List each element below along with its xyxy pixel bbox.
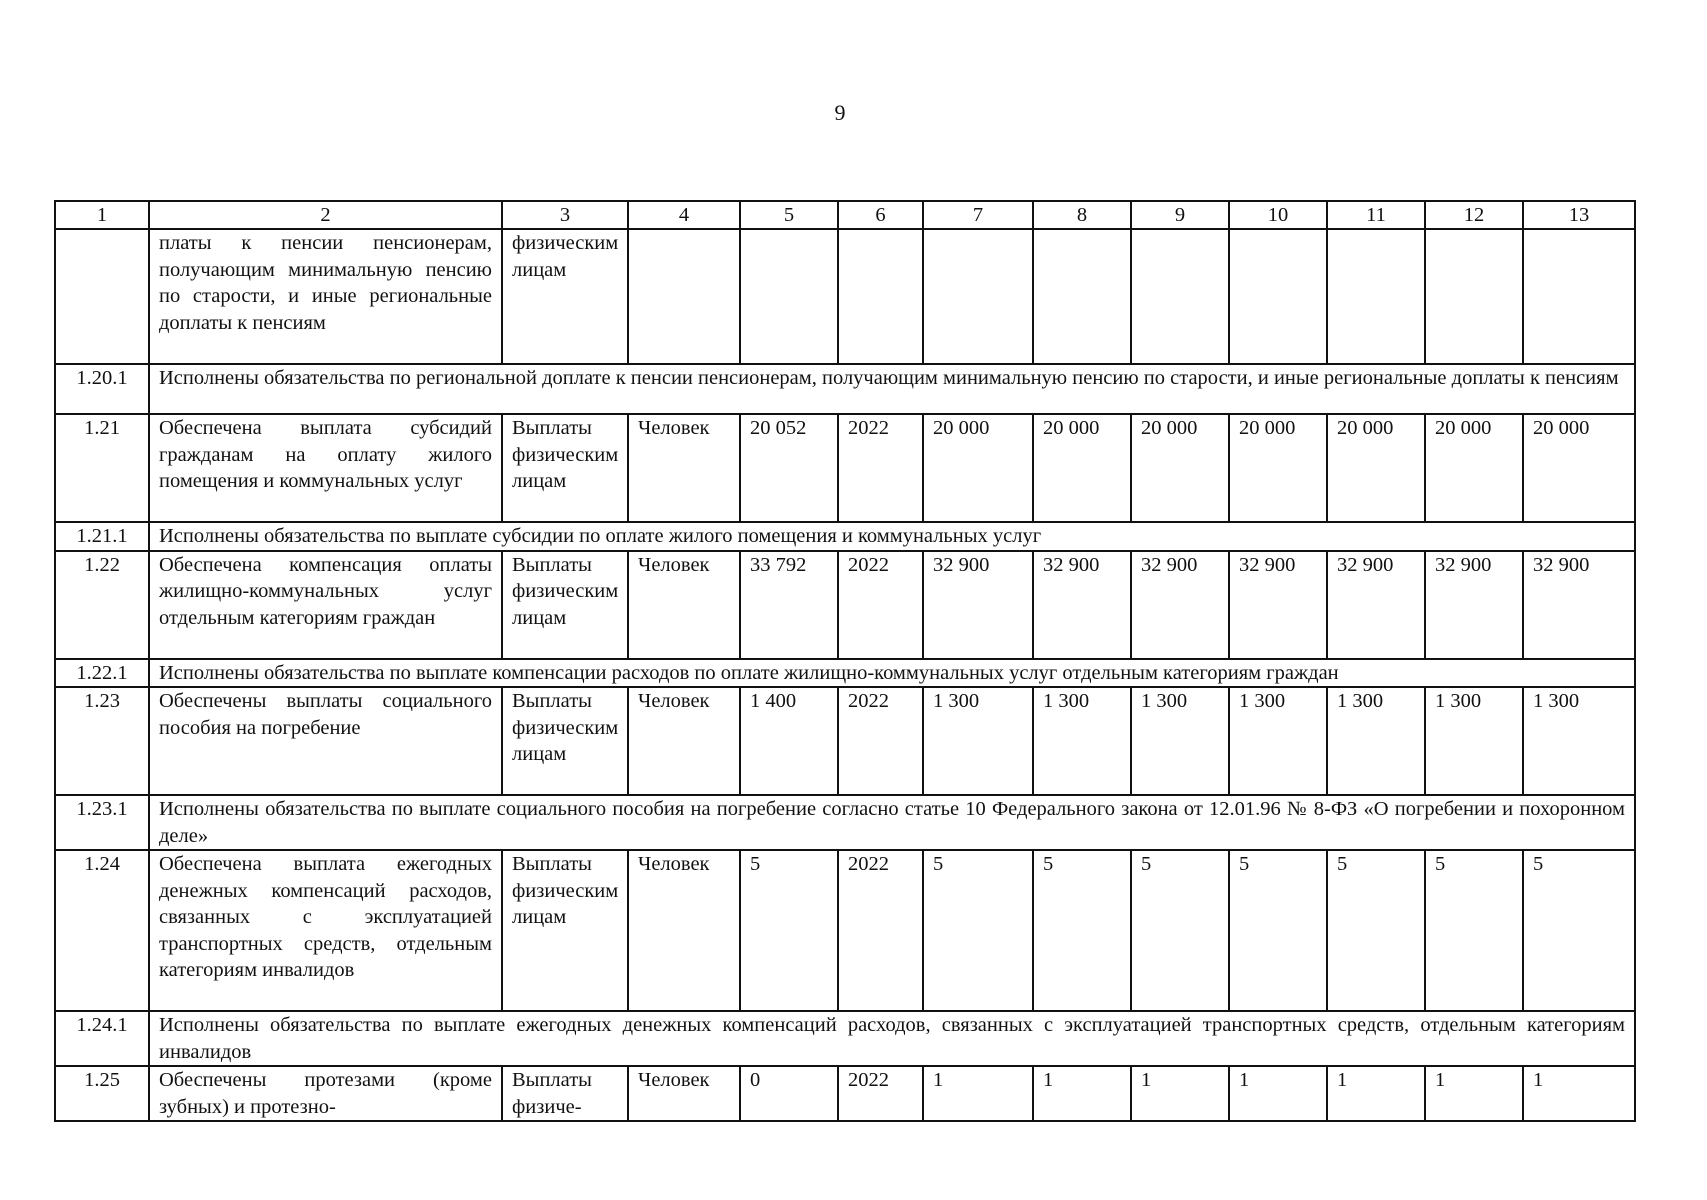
row-number: 1.21.1	[55, 522, 149, 551]
unit-cell	[628, 229, 740, 364]
target-value: 5	[1033, 850, 1131, 1011]
indicator-kind: Выплаты физическим лицам	[502, 414, 628, 522]
base-year: 2022	[838, 850, 923, 1011]
base-year: 2022	[838, 1066, 923, 1121]
row-number: 1.24.1	[55, 1011, 149, 1066]
page-number: 9	[834, 100, 846, 125]
target-value: 1 300	[1327, 687, 1425, 795]
table-row	[55, 850, 1635, 1011]
target-value: 1	[923, 1066, 1033, 1121]
header-cell: 9	[1131, 201, 1229, 229]
header-cell: 7	[923, 201, 1033, 229]
target-value: 5	[1131, 850, 1229, 1011]
base-year: 2022	[838, 551, 923, 659]
target-value: 32 900	[1523, 551, 1635, 659]
table-row-note	[55, 659, 1635, 688]
target-value: 32 900	[1327, 551, 1425, 659]
target-value: 5	[1425, 850, 1523, 1011]
header-cell: 13	[1523, 201, 1635, 229]
row-number: 1.25	[55, 1066, 149, 1121]
target-value: 1	[1425, 1066, 1523, 1121]
unit-cell: Человек	[628, 414, 740, 522]
row-number: 1.23	[55, 687, 149, 795]
target-value: 20 000	[1523, 414, 1635, 522]
base-value: 33 792	[740, 551, 838, 659]
indicator-kind: физическим лицам	[502, 229, 628, 364]
result-description: Исполнены обязательства по выплате субсидии по оплате жилого помещения и коммунальных услуг	[149, 522, 1635, 551]
row-number: 1.21	[55, 414, 149, 522]
target-value: 1	[1131, 1066, 1229, 1121]
result-description: Исполнены обязательства по выплате компенсации расходов по оплате жилищно-коммунальных услуг отдельным категориям граждан	[149, 659, 1635, 688]
header-cell: 3	[502, 201, 628, 229]
target-value: 1	[1229, 1066, 1327, 1121]
target-value: 20 000	[1131, 414, 1229, 522]
target-value: 5	[1523, 850, 1635, 1011]
result-description: Исполнены обязательства по выплате ежегодных денежных компенсаций расходов, связанных с эксплуатацией транспортных средств, отдельным категориям инвалидов	[149, 1011, 1635, 1066]
target-value: 20 000	[923, 414, 1033, 522]
target-value: 1 300	[1425, 687, 1523, 795]
unit-cell: Человек	[628, 687, 740, 795]
target-value	[1327, 229, 1425, 364]
row-number: 1.22	[55, 551, 149, 659]
target-value: 20 000	[1229, 414, 1327, 522]
indicator-description: Обеспечена компенсация оплаты жилищно-коммунальных услуг отдельным категориям граждан	[149, 551, 502, 659]
table-row	[55, 414, 1635, 522]
unit-cell: Человек	[628, 1066, 740, 1121]
header-cell: 2	[149, 201, 502, 229]
target-value: 5	[1229, 850, 1327, 1011]
target-value: 20 000	[1033, 414, 1131, 522]
header-cell: 5	[740, 201, 838, 229]
header-cell: 10	[1229, 201, 1327, 229]
table-row-note	[55, 795, 1635, 850]
table-row-note	[55, 522, 1635, 551]
header-cell: 8	[1033, 201, 1131, 229]
row-number: 1.20.1	[55, 364, 149, 414]
target-value: 32 900	[1229, 551, 1327, 659]
row-number: 1.24	[55, 850, 149, 1011]
target-value: 1 300	[1523, 687, 1635, 795]
table-row	[55, 229, 1635, 364]
indicators-table	[54, 200, 1636, 1122]
table-row	[55, 687, 1635, 795]
target-value: 32 900	[1131, 551, 1229, 659]
indicator-description: Обеспечены протезами (кроме зубных) и протезно-	[149, 1066, 502, 1121]
target-value: 5	[1327, 850, 1425, 1011]
base-value: 1 400	[740, 687, 838, 795]
column-number-header	[55, 201, 1635, 229]
indicator-description: Обеспечена выплата ежегодных денежных компенсаций расходов, связанных с эксплуатацией транспортных средств, отдельным категориям инвалидов	[149, 850, 502, 1011]
base-value	[740, 229, 838, 364]
row-number: 1.22.1	[55, 659, 149, 688]
header-cell: 11	[1327, 201, 1425, 229]
indicator-kind: Выплаты физическим лицам	[502, 551, 628, 659]
target-value: 1 300	[1229, 687, 1327, 795]
indicator-kind: Выплаты физиче-	[502, 1066, 628, 1121]
target-value	[1131, 229, 1229, 364]
target-value	[1523, 229, 1635, 364]
unit-cell: Человек	[628, 850, 740, 1011]
table-row-note	[55, 364, 1635, 414]
target-value: 1 300	[1131, 687, 1229, 795]
indicator-description: Обеспечены выплаты социального пособия на погребение	[149, 687, 502, 795]
unit-cell: Человек	[628, 551, 740, 659]
header-cell: 4	[628, 201, 740, 229]
base-value: 20 052	[740, 414, 838, 522]
base-year	[838, 229, 923, 364]
target-value	[923, 229, 1033, 364]
target-value: 1	[1523, 1066, 1635, 1121]
target-value: 32 900	[1033, 551, 1131, 659]
target-value: 1 300	[923, 687, 1033, 795]
base-year: 2022	[838, 414, 923, 522]
base-value: 0	[740, 1066, 838, 1121]
table-row-note	[55, 1011, 1635, 1066]
table-row	[55, 1066, 1635, 1121]
row-number	[55, 229, 149, 364]
target-value: 32 900	[1425, 551, 1523, 659]
target-value: 20 000	[1425, 414, 1523, 522]
header-cell: 12	[1425, 201, 1523, 229]
target-value	[1229, 229, 1327, 364]
indicator-description: платы к пенсии пенсионерам, получающим минимальную пенсию по старости, и иные региональные доплаты к пенсиям	[149, 229, 502, 364]
target-value	[1425, 229, 1523, 364]
row-number: 1.23.1	[55, 795, 149, 850]
target-value: 1 300	[1033, 687, 1131, 795]
result-description: Исполнены обязательства по региональной доплате к пенсии пенсионерам, получающим минимальную пенсию по старости, и иные региональные доплаты к пенсиям	[149, 364, 1635, 414]
target-value: 5	[923, 850, 1033, 1011]
header-cell: 1	[55, 201, 149, 229]
target-value: 32 900	[923, 551, 1033, 659]
target-value	[1033, 229, 1131, 364]
table-row	[55, 551, 1635, 659]
target-value: 1	[1327, 1066, 1425, 1121]
indicator-description: Обеспечена выплата субсидий гражданам на оплату жилого помещения и коммунальных услуг	[149, 414, 502, 522]
target-value: 20 000	[1327, 414, 1425, 522]
header-cell: 6	[838, 201, 923, 229]
target-value: 1	[1033, 1066, 1131, 1121]
indicator-kind: Выплаты физическим лицам	[502, 850, 628, 1011]
base-value: 5	[740, 850, 838, 1011]
indicator-kind: Выплаты физическим лицам	[502, 687, 628, 795]
base-year: 2022	[838, 687, 923, 795]
result-description: Исполнены обязательства по выплате социального пособия на погребение согласно статье 10 Федерального закона от 12.01.96 № 8-ФЗ «О погребении и похоронном деле»	[149, 795, 1635, 850]
